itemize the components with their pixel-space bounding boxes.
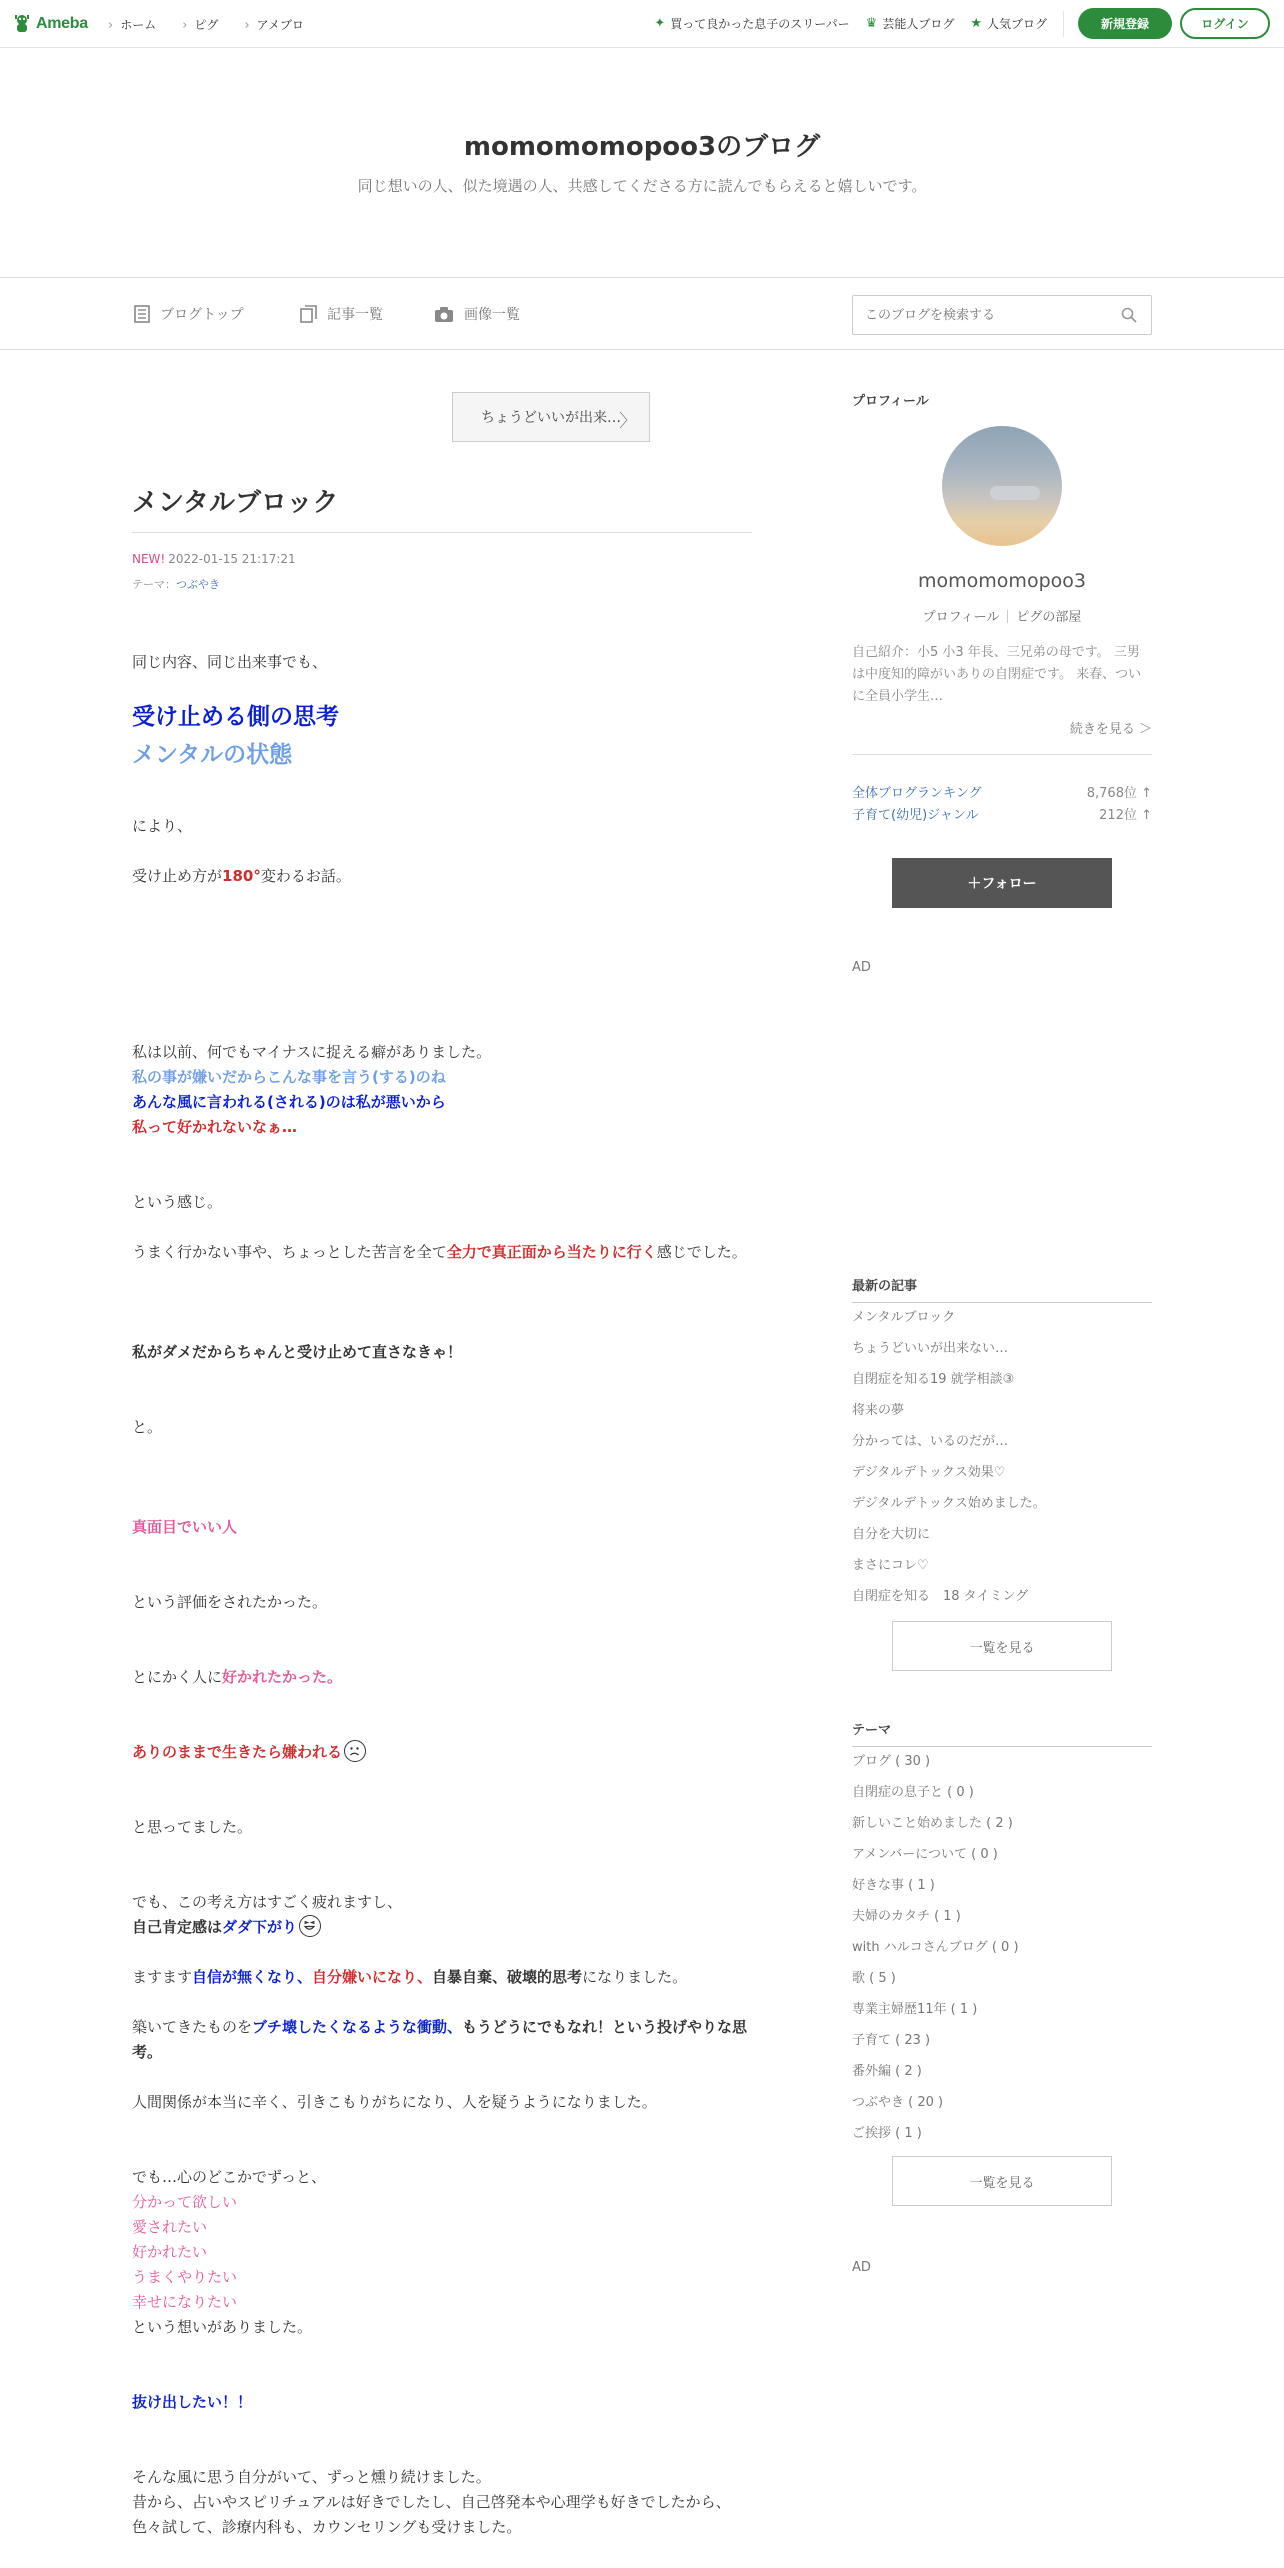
nav-home[interactable]: › ホーム — [108, 16, 156, 33]
highlight: 自暴自棄、破壊的思考 — [432, 1968, 583, 1986]
heading-line: 受け止める側の思考 — [132, 704, 339, 730]
global-header — [0, 0, 1284, 48]
follow-button[interactable]: ＋フォロー — [892, 858, 1112, 908]
blog-search — [852, 295, 1152, 335]
header-actions — [654, 8, 1270, 39]
popular-blog-label: 人気ブログ — [986, 17, 1047, 31]
paragraph — [132, 864, 752, 889]
list-item[interactable]: 歌 ( 5 ) — [852, 1971, 896, 1986]
paragraph: という評価をされたかった。 — [132, 1593, 328, 1611]
divider — [1063, 11, 1064, 37]
theme-list — [852, 1746, 1152, 2149]
list-item[interactable]: 新しいこと始めました ( 2 ) — [852, 1816, 1013, 1831]
latest-list — [852, 1302, 1152, 1612]
celebrity-blog-label: 芸能人ブログ — [882, 17, 955, 31]
latest-heading: 最新の記事 — [852, 1275, 1152, 1303]
paragraph: でも…心のどこかでずっと、 — [132, 2168, 327, 2186]
list-item[interactable]: 自分を大切に — [852, 1527, 931, 1542]
ad-label: AD — [852, 960, 871, 975]
theme-heading: テーマ — [852, 1719, 1152, 1747]
register-button[interactable]: 新規登録 — [1078, 8, 1172, 39]
text: うまく行かない事や、ちょっとした苦言を全て — [132, 1243, 447, 1261]
paragraph: あんな風に言われる(される)のは私が悪いから — [132, 1093, 446, 1111]
nav-image-list-label: 画像一覧 — [464, 307, 520, 323]
nav-image-list[interactable] — [434, 304, 520, 324]
profile-name[interactable]: momomomopoo3 — [918, 570, 1086, 592]
nav-entry-list-label: 記事一覧 — [327, 307, 383, 323]
paragraph: うまくやりたい — [132, 2268, 238, 2286]
ad-label: AD — [852, 2260, 871, 2275]
paragraph: 人間関係が本当に辛く、引きこもりがちになり、人を疑うようになりました。 — [132, 2093, 657, 2111]
paragraph: 分かって欲しい — [132, 2193, 238, 2211]
promo-link[interactable] — [654, 15, 849, 32]
paragraph: と思ってました。 — [132, 1818, 253, 1836]
list-item[interactable]: 専業主婦歴11年 ( 1 ) — [852, 2002, 978, 2017]
list-item[interactable]: 好きな事 ( 1 ) — [852, 1878, 935, 1893]
logo-text: Ameba — [36, 15, 88, 32]
nav-entry-list[interactable] — [300, 304, 383, 324]
nav-blog-top[interactable] — [134, 304, 244, 324]
text: 変わるお話。 — [260, 867, 351, 885]
list-item[interactable]: デジタルデトックス始めました。 — [852, 1496, 1046, 1511]
paragraph: 私の事が嫌いだからこんな事を言う(する)のね — [132, 1068, 446, 1086]
paragraph: 私がダメだからちゃんと受け止めて直さなきゃ！ — [132, 1343, 463, 1361]
celebrity-blog-link[interactable] — [866, 15, 955, 32]
paragraph: 真面目でいい人 — [132, 1518, 238, 1536]
list-item[interactable]: つぶやき ( 20 ) — [852, 2095, 944, 2110]
sparkle-icon: ✦ — [654, 16, 666, 31]
list-item[interactable]: 自閉症を知る 18 タイミング — [852, 1589, 1029, 1604]
paragraph: そんな風に思う自分がいて、ずっと燻り続けました。 — [132, 2468, 491, 2486]
paragraph — [132, 1915, 752, 1940]
heading-line: メンタルの状態 — [132, 742, 293, 768]
profile-heading: プロフィール — [852, 394, 929, 409]
title-divider — [132, 532, 752, 533]
entry-meta — [132, 552, 296, 566]
list-item[interactable]: 子育て ( 23 ) — [852, 2033, 931, 2048]
camera-icon — [434, 306, 454, 323]
search-icon[interactable] — [1121, 307, 1137, 323]
paragraph: により、 — [132, 817, 193, 835]
list-item[interactable]: 自閉症の息子と ( 0 ) — [852, 1785, 974, 1800]
highlight: もうどうにでもなれ！という投げやりな思考。 — [132, 2018, 748, 2061]
list-item[interactable]: ブログ ( 30 ) — [852, 1754, 931, 1769]
text: 受け止め方が — [132, 867, 223, 885]
paragraph: 昔から、占いやスピリチュアルは好きでしたし、自己啓発本や心理学も好きでしたから、色々試して、診療内科も、カウンセリングも受けました。 — [132, 2493, 731, 2536]
list-item[interactable]: 将来の夢 — [852, 1403, 905, 1418]
paragraph: という感じ。 — [132, 1193, 223, 1211]
highlight: 180° — [222, 867, 261, 885]
text: になりました。 — [582, 1968, 688, 1986]
nav-pigg[interactable]: › ピグ — [182, 16, 218, 33]
text: ありのままで生きたら嫌われる — [132, 1743, 343, 1761]
list-item[interactable]: ご挨拶 ( 1 ) — [852, 2126, 922, 2141]
paragraph — [132, 1740, 752, 1765]
profile-intro: 自己紹介：小5 小3 年長、三兄弟の母です。 三男は中度知的障がいありの自閉症です。 来春、ついに全員小学生… — [852, 645, 1142, 704]
avatar[interactable] — [942, 426, 1062, 546]
highlight: ブチ壊したくなるような衝動、 — [252, 2018, 463, 2036]
theme-prefix: テーマ： — [132, 578, 176, 591]
text: 感じでした。 — [656, 1243, 747, 1261]
star-icon: ★ — [970, 16, 982, 31]
highlight: 自信が無くなり、 — [192, 1968, 313, 1986]
previous-entry-label: ちょうどいいが出来… — [481, 410, 621, 426]
new-badge: NEW! — [132, 552, 166, 566]
list-item[interactable]: 夫婦のカタチ ( 1 ) — [852, 1909, 961, 1924]
list-item[interactable]: まさにコレ♡ — [852, 1558, 929, 1573]
ranking-value: 212位 ↑ — [1099, 808, 1152, 823]
highlight: 全力で真正面から当たりに行く — [446, 1243, 657, 1261]
blog-nav — [0, 278, 1284, 350]
sad-face-emoji-icon — [344, 1740, 366, 1762]
list-item[interactable]: 自閉症を知る19 就学相談③ — [852, 1372, 1015, 1387]
paragraph: 愛されたい — [132, 2218, 208, 2236]
latest-see-all-button[interactable]: 一覧を見る — [892, 1621, 1112, 1671]
blog-title[interactable]: momomomopoo3のブログ — [463, 132, 821, 162]
paragraph — [132, 1240, 752, 1265]
list-item[interactable]: アメンバーについて ( 0 ) — [852, 1847, 998, 1862]
paragraph — [132, 2015, 752, 2065]
nav-blog-top-label: ブログトップ — [160, 307, 244, 323]
paragraph — [132, 1665, 752, 1690]
login-button[interactable]: ログイン — [1180, 8, 1270, 39]
theme-link[interactable]: つぶやき — [176, 578, 220, 591]
profile-link[interactable]: プロフィール — [922, 610, 1000, 625]
global-nav — [108, 16, 304, 33]
entry-title[interactable]: メンタルブロック — [132, 488, 339, 518]
paragraph: 抜け出したい！！ — [132, 2393, 253, 2411]
crown-icon: ♛ — [865, 16, 878, 31]
ranking-label: 子育て(幼児)ジャンル — [852, 808, 979, 823]
chevron-right-icon: 〉 — [619, 411, 637, 432]
paragraph — [132, 1965, 752, 1990]
paragraph: 私って好かれないなぁ… — [132, 1118, 298, 1136]
entry-theme — [132, 576, 220, 592]
copy-icon — [300, 305, 317, 323]
ranking-row[interactable] — [852, 782, 1152, 801]
highlight: 自分嫌いになり、 — [312, 1968, 433, 1986]
paragraph: 好かれたい — [132, 2243, 208, 2261]
highlight: ダダ下がり — [222, 1918, 298, 1936]
read-more-link[interactable]: 続きを見る ＞ — [1069, 722, 1152, 737]
blog-header — [0, 48, 1284, 278]
ameba-logo[interactable] — [12, 13, 88, 35]
ranking-label: 全体ブログランキング — [852, 786, 982, 801]
popular-blog-link[interactable] — [970, 15, 1047, 32]
highlight: 好かれたかった。 — [222, 1668, 343, 1686]
text: 自己肯定感は — [132, 1918, 223, 1936]
ranking-row[interactable] — [852, 804, 1152, 823]
list-item[interactable]: デジタルデトックス効果♡ — [852, 1465, 1006, 1480]
text: ますます — [132, 1968, 193, 1986]
paragraph: 同じ内容、同じ出来事でも、 — [132, 653, 328, 671]
list-item[interactable]: ちょうどいいが出来ない… — [852, 1341, 1009, 1356]
divider — [1007, 610, 1008, 623]
nav-ameblo[interactable]: › アメブロ — [244, 16, 303, 33]
laughing-face-emoji-icon — [299, 1915, 321, 1937]
previous-entry-button[interactable] — [452, 392, 650, 442]
blog-search-input[interactable] — [853, 296, 1103, 334]
paragraph: と。 — [132, 1418, 163, 1436]
list-item[interactable]: 番外編 ( 2 ) — [852, 2064, 922, 2079]
text: 築いてきたものを — [132, 2018, 253, 2036]
paragraph: 幸せになりたい — [132, 2293, 238, 2311]
document-icon — [134, 305, 150, 323]
list-item[interactable]: メンタルブロック — [852, 1310, 956, 1325]
profile-links — [852, 606, 1152, 625]
divider — [852, 754, 1152, 755]
paragraph: 私は以前、何でもマイナスに捉える癖がありました。 — [132, 1043, 492, 1061]
theme-see-all-button[interactable]: 一覧を見る — [892, 2156, 1112, 2206]
avatar-cloud — [990, 486, 1040, 500]
list-item[interactable]: 分かっては、いるのだが… — [852, 1434, 1009, 1449]
pigg-room-link[interactable]: ピグの部屋 — [1016, 610, 1082, 625]
blog-description: 同じ想いの人、似た境遇の人、共感してくださる方に読んでもらえると嬉しいです。 — [357, 177, 927, 195]
paragraph: でも、この考え方はすごく疲れますし、 — [132, 1893, 403, 1911]
ameba-mascot-icon — [12, 13, 32, 35]
promo-link-label: 買って良かった息子のスリーパー — [670, 17, 850, 31]
list-item[interactable]: with ハルコさんブログ ( 0 ) — [852, 1940, 1019, 1955]
ranking-value: 8,768位 ↑ — [1086, 786, 1152, 801]
text: とにかく人に — [132, 1668, 223, 1686]
entry-datetime: 2022-01-15 21:17:21 — [168, 552, 296, 566]
paragraph: という想いがありました。 — [132, 2318, 313, 2336]
